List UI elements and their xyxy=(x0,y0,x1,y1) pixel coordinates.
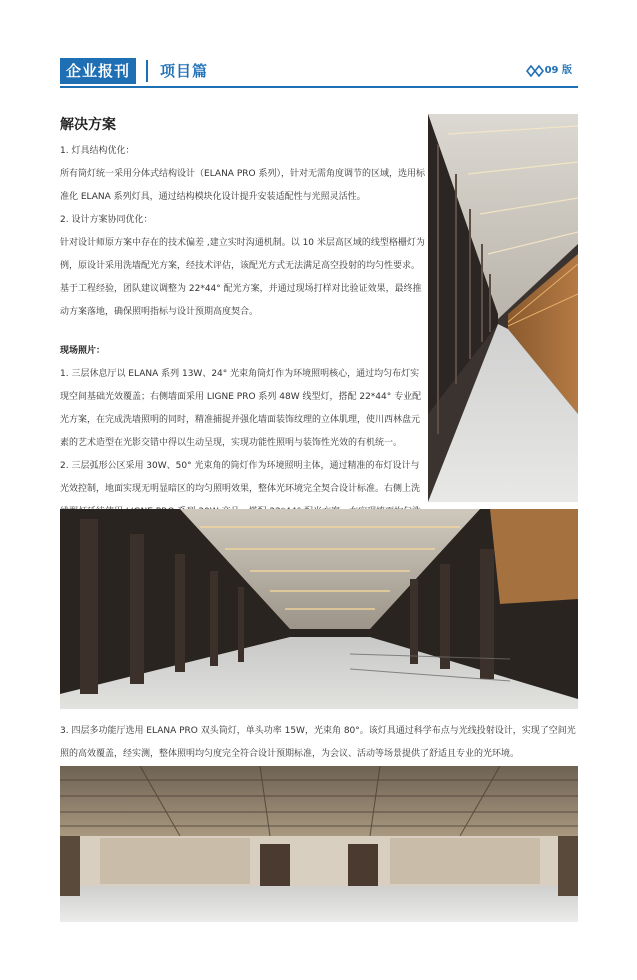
header-rule xyxy=(60,86,578,88)
photo-multifunction-hall xyxy=(60,766,578,922)
page-header xyxy=(60,58,578,84)
double-diamond-logo-icon xyxy=(526,64,544,78)
photo-curved-hall xyxy=(60,509,578,709)
photo-note-1: 1. 三层休息厅以 ELANA 系列 13W、24° 光束角筒灯作为环境照明核心，通过均匀布灯实现空间基础光效覆盖；右侧墙面采用 LIGNE PRO 系列 48W 线型灯，搭配 22*44° 专业配光方案，在完成洗墙照明的同时，精准捕捉并强化墙面装饰纹理的立体肌理，使川西林盘元素的艺术造型在光影交错中得以生动呈现，实现功能性照明与装饰性光效的有机统一。 xyxy=(60,369,422,448)
photo-note-2: 2. 三层弧形公区采用 30W、50° 光束角的筒灯作为环境照明主体，通过精准的布灯设计与光效控制，地面实现无明显暗区的均匀照明效果，整体光环境完全契合设计标准。右侧上洗 xyxy=(60,461,421,494)
photos-heading: 现场照片： xyxy=(60,346,106,356)
section-title: 解决方案 xyxy=(60,117,116,133)
header-separator xyxy=(146,60,148,82)
photo-corridor-vertical xyxy=(428,114,578,502)
item2-heading: 2. 设计方案协同优化： xyxy=(60,215,153,225)
wide-text xyxy=(60,720,578,766)
page-number: 09 版 xyxy=(544,65,572,76)
item1-body: 所有筒灯统一采用分体式结构设计（ELANA PRO 系列），针对无需角度调节的区域，选用标准化 ELANA 系列灯具，通过结构模块化设计提升安装适配性与光照灵活性。 xyxy=(60,169,425,202)
item1-heading: 1. 灯具结构优化： xyxy=(60,146,135,156)
text-column xyxy=(60,114,426,547)
journal-tag: 企业报刊 xyxy=(60,58,136,84)
section-name: 项目篇 xyxy=(160,62,209,80)
photo-note-3: 3. 四层多功能厅选用 ELANA PRO 双头筒灯，单头功率 15W，光束角 80°。该灯具通过科学布点与光线投射设计，实现了空间光照的高效覆盖，经实测，整体照明均匀度完全符合设计预期标准，为会议、活动等场景提供了舒适且专业的光环境。 xyxy=(60,726,576,759)
item2-body: 针对设计师原方案中存在的技术偏差 ,建立实时沟通机制。以 10 米层高区域的线型格栅灯为例，原设计采用洗墙配光方案，经技术评估，该配光方式无法满足高空投射的均匀性要求。基于工程经验，团队建议调整为 22*44° 配光方案，并通过现场打样对比验证效果，最终推动方案落地，确保照明指标与设计预期高度契合。 xyxy=(60,238,425,317)
